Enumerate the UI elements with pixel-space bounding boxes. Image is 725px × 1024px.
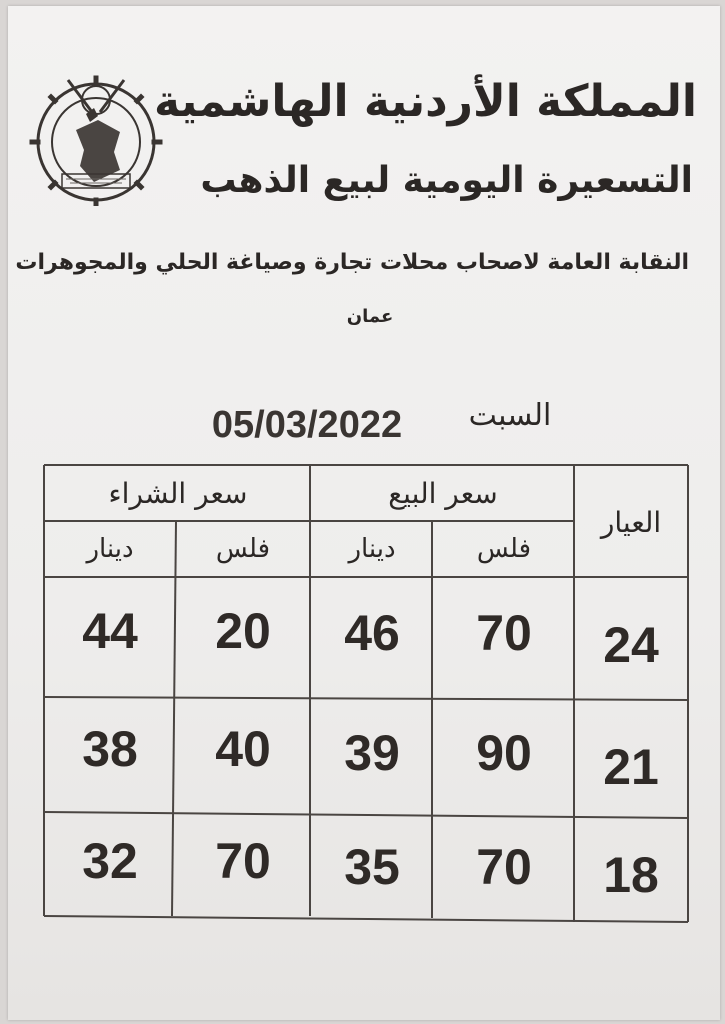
karat-21: 21 xyxy=(603,739,659,795)
sell-dinar-21: 39 xyxy=(344,725,400,781)
buy-fils-18: 70 xyxy=(215,833,271,889)
buy-fils-24: 20 xyxy=(215,603,271,659)
sell-fils-21: 90 xyxy=(476,725,532,781)
karat-header: العيار xyxy=(600,505,662,539)
buy-dinar-24: 44 xyxy=(82,603,138,659)
buy-dinar-21: 38 xyxy=(82,721,138,777)
price-date: 05/03/2022 xyxy=(211,404,403,446)
sell-fils-24: 70 xyxy=(476,605,532,661)
syndicate-name: النقابة العامة لاصحاب محلات تجارة وصياغة الحلي والمجوهرات xyxy=(15,250,689,275)
buy-fils-header: فلس xyxy=(215,534,271,564)
city-name: عمان xyxy=(346,306,394,327)
buy-dinar-header: دينار xyxy=(86,534,134,564)
sell-dinar-18: 35 xyxy=(344,839,400,895)
karat-18: 18 xyxy=(603,847,659,903)
sell-fils-18: 70 xyxy=(476,839,532,895)
buy-fils-21: 40 xyxy=(215,721,271,777)
daily-price-title: التسعيرة اليومية لبيع الذهب xyxy=(200,160,693,201)
sell-fils-header: فلس xyxy=(476,534,532,564)
kingdom-title: المملكة الأردنية الهاشمية xyxy=(154,76,697,127)
sell-price-header: سعر البيع xyxy=(388,476,498,510)
sell-dinar-header: دينار xyxy=(348,534,396,564)
buy-dinar-18: 32 xyxy=(82,833,138,889)
karat-24: 24 xyxy=(603,617,659,673)
weekday: السبت xyxy=(468,398,552,433)
buy-price-header: سعر الشراء xyxy=(108,476,248,510)
sell-dinar-24: 46 xyxy=(344,605,400,661)
